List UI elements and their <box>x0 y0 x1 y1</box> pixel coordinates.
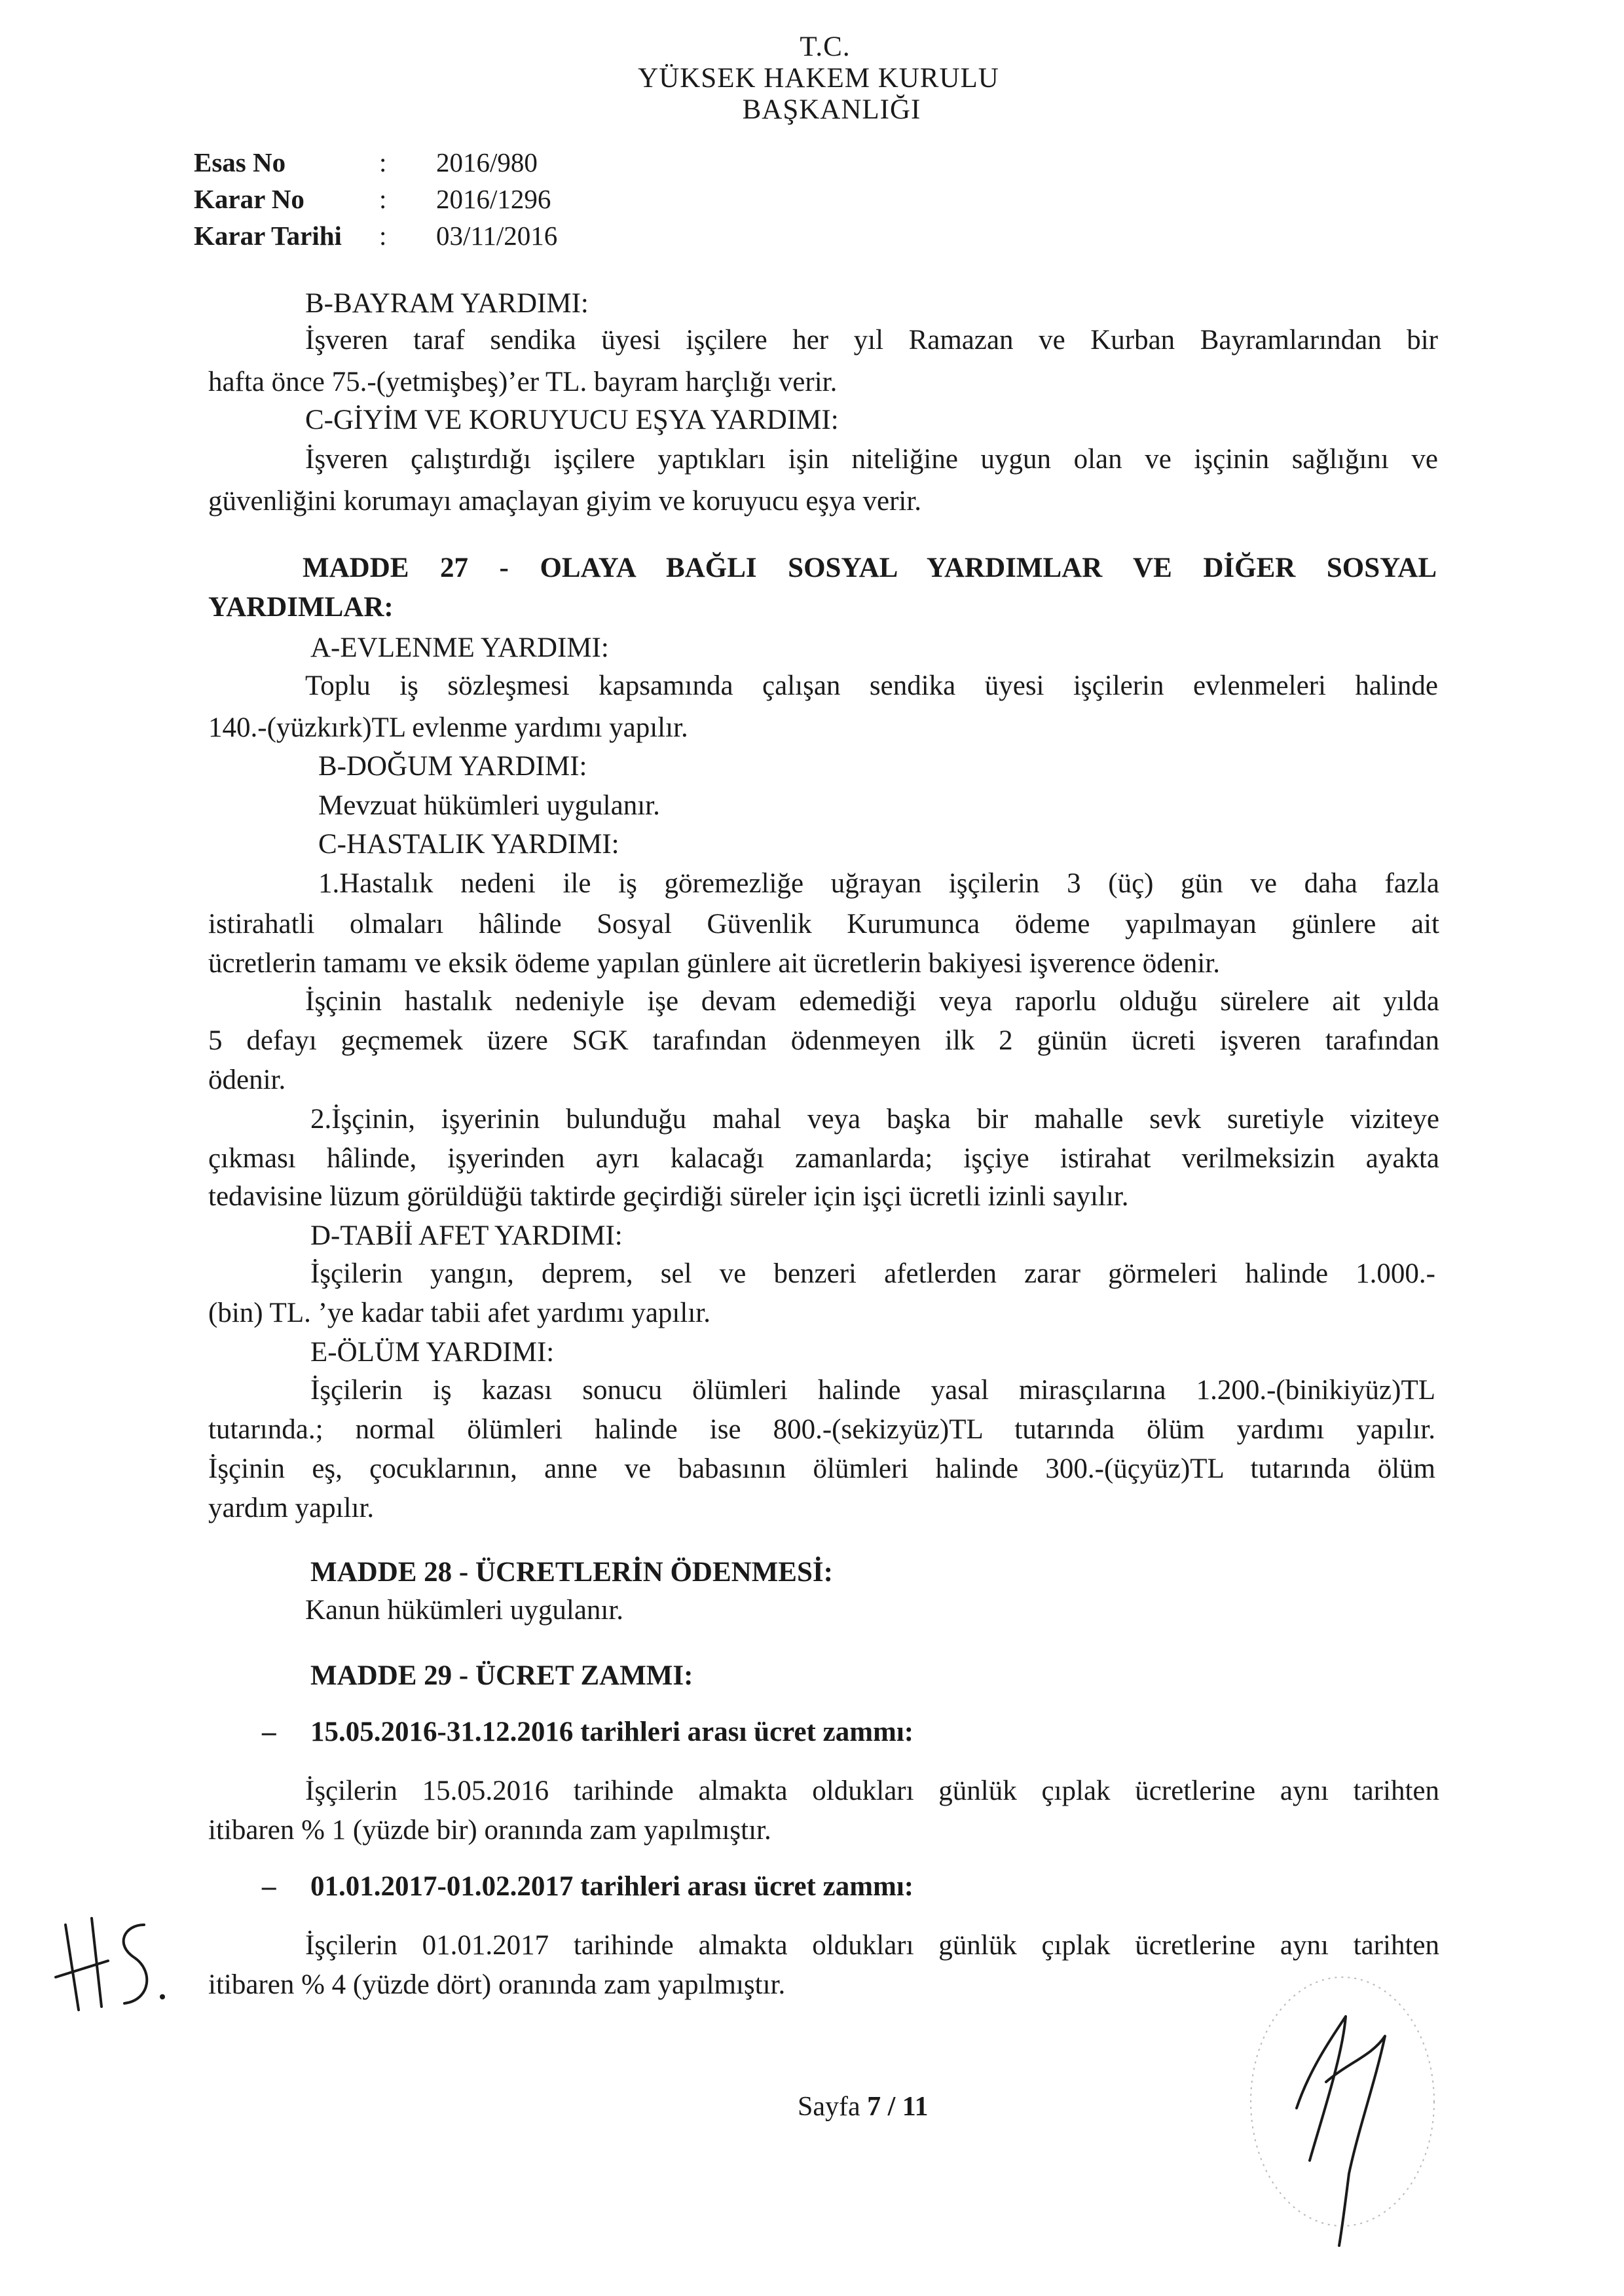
a-evlenme-title: A-EVLENME YARDIMI: <box>310 632 609 663</box>
b-bayram-line: hafta önce 75.-(yetmişbeş)’er TL. bayram harçlığı verir. <box>208 367 838 397</box>
b-dogum-line: Mevzuat hükümleri uygulanır. <box>318 790 660 821</box>
header <box>0 31 1624 126</box>
e-olum-line: İşçilerin iş kazası sonucu ölümleri halinde yasal mirasçılarına 1.200.-(binikiyüz)TL <box>310 1375 1435 1406</box>
c-hastalik-line: ücretlerin tamamı ve eksik ödeme yapılan günlere ait ücretlerin bakiyesi işverence ödenir. <box>208 948 1220 979</box>
c-giyim-line: güvenliğini korumayı amaçlayan giyim ve koruyucu eşya verir. <box>208 486 922 517</box>
bullet-1-line: itibaren % 1 (yüzde bir) oranında zam yapılmıştır. <box>208 1815 771 1846</box>
c-hastalik-line: İşçinin hastalık nedeniyle işe devam edemediği veya raporlu olduğu sürelere ait yılda <box>305 986 1439 1017</box>
e-olum-title: E-ÖLÜM YARDIMI: <box>310 1337 555 1368</box>
madde-28-line: Kanun hükümleri uygulanır. <box>305 1595 624 1626</box>
bullet-2-title: 01.01.2017-01.02.2017 tarihleri arası ücret zammı: <box>310 1871 914 1902</box>
esas-value: 2016/980 <box>436 147 538 177</box>
page-label: Sayfa <box>798 2092 860 2122</box>
d-afet-title: D-TABİİ AFET YARDIMI: <box>310 1220 623 1251</box>
signature <box>1218 1964 1454 2265</box>
c-giyim-title: C-GİYİM VE KORUYUCU EŞYA YARDIMI: <box>305 405 839 435</box>
madde-27-heading: MADDE 27 - OLAYA BAĞLI SOSYAL YARDIMLAR VE DİĞER SOSYAL <box>303 553 1437 583</box>
tarih-label: Karar Tarihi <box>194 221 342 251</box>
bullet-dash: – <box>262 1871 276 1902</box>
a-evlenme-line: Toplu iş sözleşmesi kapsamında çalışan sendika üyesi işçilerin evlenmeleri halinde <box>305 670 1438 701</box>
d-afet-line: İşçilerin yangın, deprem, sel ve benzeri afetlerden zarar görmeleri halinde 1.000.- <box>310 1258 1435 1289</box>
a-evlenme-line: 140.-(yüzkırk)TL evlenme yardımı yapılır. <box>208 712 688 743</box>
tarih-colon: : <box>379 221 387 251</box>
header-line-tc: T.C. <box>800 31 851 62</box>
case-info <box>194 144 652 254</box>
b-dogum-title: B-DOĞUM YARDIMI: <box>318 751 587 782</box>
b-bayram-line: İşveren taraf sendika üyesi işçilere her yıl Ramazan ve Kurban Bayramlarından bir <box>305 325 1438 355</box>
c-giyim-line: İşveren çalıştırdığı işçilere yaptıkları işin niteliğine uygun olan ve işçinin sağlığını ve <box>305 444 1438 475</box>
c-hastalik-line: 2.İşçinin, işyerinin bulunduğu mahal veya başka bir mahalle sevk suretiyle viziteye <box>310 1104 1439 1135</box>
d-afet-line: (bin) TL. ’ye kadar tabii afet yardımı yapılır. <box>208 1298 710 1328</box>
e-olum-line: yardım yapılır. <box>208 1493 375 1523</box>
c-hastalik-title: C-HASTALIK YARDIMI: <box>318 829 619 860</box>
e-olum-line: İşçinin eş, çocuklarının, anne ve babasının ölümleri halinde 300.-(üçyüz)TL tutarında ölüm <box>208 1453 1435 1484</box>
c-hastalik-line: 1.Hastalık nedeni ile iş göremezliğe uğrayan işçilerin 3 (üç) gün ve daha fazla <box>318 868 1439 899</box>
b-bayram-title: B-BAYRAM YARDIMI: <box>305 288 589 319</box>
header-line-kurul: YÜKSEK HAKEM KURULU <box>638 63 999 94</box>
bullet-1-line: İşçilerin 15.05.2016 tarihinde almakta oldukları günlük çıplak ücretlerine aynı tarihten <box>305 1776 1439 1806</box>
karar-row <box>194 181 652 217</box>
madde-27-heading: YARDIMLAR: <box>208 592 394 623</box>
karar-label: Karar No <box>194 184 304 214</box>
c-hastalik-line: istirahatli olmaları hâlinde Sosyal Güvenlik Kurumunca ödeme yapılmayan günlere ait <box>208 909 1439 939</box>
tarih-row <box>194 217 652 254</box>
handwritten-initials <box>46 1899 190 2030</box>
esas-colon: : <box>379 147 387 177</box>
esas-row <box>194 144 652 181</box>
c-hastalik-line: ödenir. <box>208 1065 286 1095</box>
esas-label: Esas No <box>194 147 286 177</box>
page-number: 7 / 11 <box>867 2092 929 2122</box>
bullet-1-title: 15.05.2016-31.12.2016 tarihleri arası ücret zammı: <box>310 1717 914 1747</box>
madde-29-heading: MADDE 29 - ÜCRET ZAMMI: <box>310 1660 693 1691</box>
karar-value: 2016/1296 <box>436 184 551 214</box>
karar-colon: : <box>379 184 387 214</box>
c-hastalik-line: tedavisine lüzum görüldüğü taktirde geçirdiği süreler için işçi ücretli izinli sayılır. <box>208 1181 1129 1212</box>
madde-28-heading: MADDE 28 - ÜCRETLERİN ÖDENMESİ: <box>310 1557 833 1588</box>
c-hastalik-line: 5 defayı geçmemek üzere SGK tarafından ödenmeyen ilk 2 günün ücreti işveren tarafından <box>208 1025 1439 1056</box>
bullet-dash: – <box>262 1717 276 1747</box>
header-line-baskanlik: BAŞKANLIĞI <box>742 94 921 125</box>
c-hastalik-line: çıkması hâlinde, işyerinden ayrı kalacağı zamanlarda; işçiye istirahat verilmeksizin ayakta <box>208 1143 1439 1174</box>
tarih-value: 03/11/2016 <box>436 221 558 251</box>
bullet-2-line: İşçilerin 01.01.2017 tarihinde almakta oldukları günlük çıplak ücretlerine aynı tarihten <box>305 1930 1439 1961</box>
page-footer <box>798 2088 929 2125</box>
e-olum-line: tutarında.; normal ölümleri halinde ise 800.-(sekizyüz)TL tutarında ölüm yardımı yapılır. <box>208 1414 1435 1445</box>
bullet-2-line: itibaren % 4 (yüzde dört) oranında zam yapılmıştır. <box>208 1969 786 2000</box>
